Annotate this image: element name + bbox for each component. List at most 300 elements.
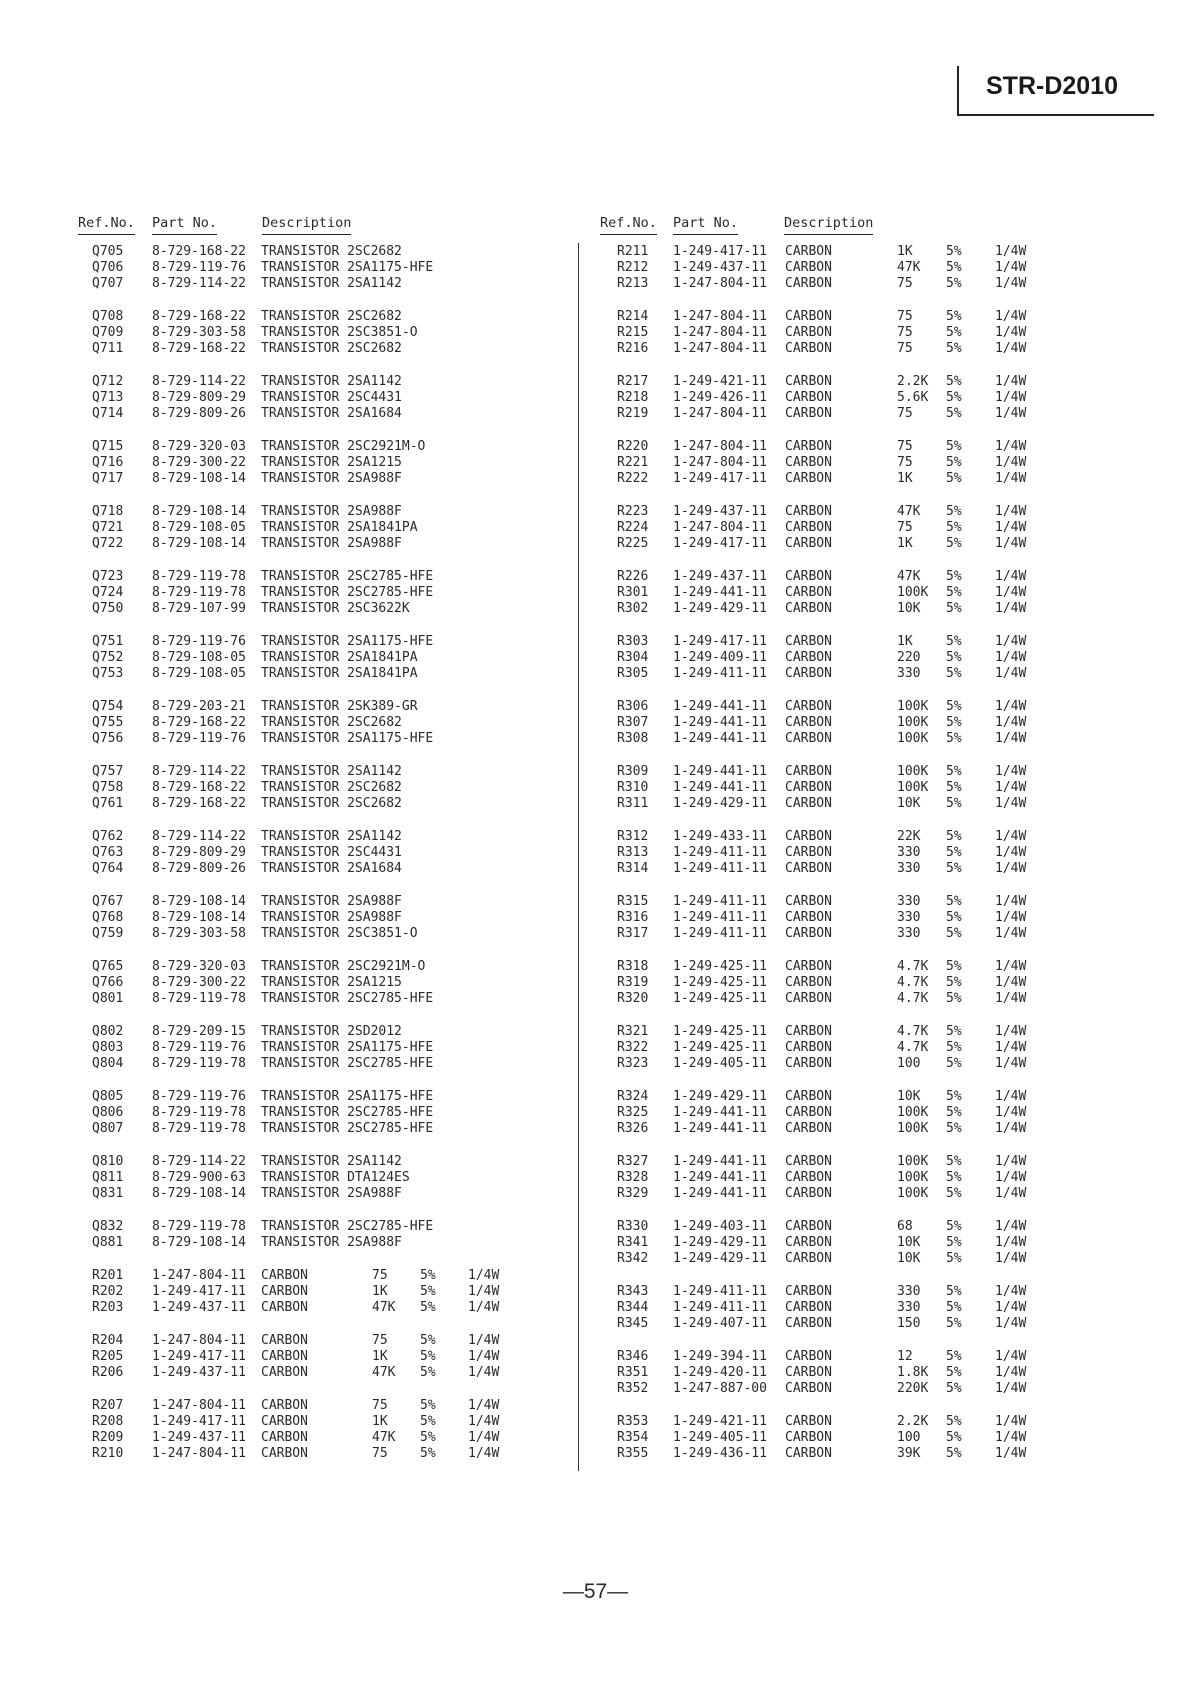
part-row — [600, 276, 1060, 292]
part-row — [600, 1024, 1060, 1040]
cell-ref: Q706 — [92, 260, 124, 275]
cell-desc: TRANSISTOR 2SA988F — [261, 504, 402, 519]
part-row — [78, 1268, 578, 1284]
cell-desc: TRANSISTOR 2SA1175-HFE — [261, 1089, 434, 1104]
cell-val: 47K — [897, 260, 921, 275]
cell-watt: 1/4W — [995, 1430, 1027, 1445]
cell-val: 75 — [897, 309, 913, 324]
header-ref-no: Ref.No. — [600, 214, 657, 235]
part-row — [600, 309, 1060, 325]
cell-part: 8-729-303-58 — [152, 926, 246, 941]
part-group — [78, 1333, 578, 1381]
cell-ref: R309 — [617, 764, 649, 779]
cell-part: 8-729-168-22 — [152, 780, 246, 795]
cell-ref: Q832 — [92, 1219, 124, 1234]
cell-ref: R345 — [617, 1316, 649, 1331]
cell-desc: CARBON — [785, 244, 832, 259]
cell-tol: 5% — [946, 991, 962, 1006]
cell-val: 330 — [897, 894, 921, 909]
cell-watt: 1/4W — [995, 926, 1027, 941]
part-row — [600, 634, 1060, 650]
cell-desc: CARBON — [785, 861, 832, 876]
cell-val: 47K — [897, 504, 921, 519]
cell-part: 1-249-441-11 — [673, 1186, 767, 1201]
cell-watt: 1/4W — [995, 845, 1027, 860]
cell-desc: TRANSISTOR 2SA1684 — [261, 861, 402, 876]
part-row — [600, 910, 1060, 926]
cell-desc: TRANSISTOR 2SA1142 — [261, 374, 402, 389]
cell-tol: 5% — [946, 1316, 962, 1331]
cell-part: 1-249-411-11 — [673, 894, 767, 909]
cell-ref: R316 — [617, 910, 649, 925]
cell-val: 75 — [897, 455, 913, 470]
cell-val: 100K — [897, 780, 929, 795]
cell-ref: R221 — [617, 455, 649, 470]
part-row — [600, 894, 1060, 910]
cell-desc: CARBON — [785, 1365, 832, 1380]
cell-val: 1K — [897, 634, 913, 649]
cell-ref: R304 — [617, 650, 649, 665]
part-row — [600, 260, 1060, 276]
part-row — [600, 504, 1060, 520]
cell-watt: 1/4W — [995, 780, 1027, 795]
cell-watt: 1/4W — [995, 585, 1027, 600]
part-row — [600, 439, 1060, 455]
cell-val: 10K — [897, 601, 921, 616]
part-row — [78, 1105, 578, 1121]
cell-ref: R328 — [617, 1170, 649, 1185]
cell-ref: Q715 — [92, 439, 124, 454]
cell-watt: 1/4W — [995, 634, 1027, 649]
part-row — [78, 1056, 578, 1072]
part-row — [78, 244, 578, 260]
cell-part: 1-249-441-11 — [673, 715, 767, 730]
cell-tol: 5% — [946, 1349, 962, 1364]
cell-part: 1-249-417-11 — [673, 634, 767, 649]
cell-desc: CARBON — [261, 1300, 308, 1315]
part-group — [600, 1024, 1060, 1072]
cell-watt: 1/4W — [995, 439, 1027, 454]
cell-desc: CARBON — [785, 764, 832, 779]
cell-val: 4.7K — [897, 959, 929, 974]
cell-val: 330 — [897, 1284, 921, 1299]
cell-part: 8-729-119-78 — [152, 991, 246, 1006]
header-ref-no: Ref.No. — [78, 214, 135, 235]
part-row — [78, 374, 578, 390]
cell-watt: 1/4W — [995, 861, 1027, 876]
cell-tol: 5% — [420, 1284, 436, 1299]
cell-tol: 5% — [420, 1349, 436, 1364]
cell-watt: 1/4W — [995, 1365, 1027, 1380]
cell-ref: Q768 — [92, 910, 124, 925]
cell-part: 8-729-108-05 — [152, 650, 246, 665]
header-part-no: Part No. — [152, 214, 217, 235]
cell-part: 1-249-437-11 — [673, 260, 767, 275]
cell-ref: R312 — [617, 829, 649, 844]
cell-part: 1-249-441-11 — [673, 731, 767, 746]
part-row — [78, 1219, 578, 1235]
part-group — [78, 959, 578, 1007]
cell-ref: Q722 — [92, 536, 124, 551]
cell-ref: R315 — [617, 894, 649, 909]
cell-ref: Q723 — [92, 569, 124, 584]
part-group — [78, 244, 578, 292]
cell-val: 100K — [897, 1170, 929, 1185]
cell-desc: TRANSISTOR 2SC2682 — [261, 715, 402, 730]
part-row — [600, 991, 1060, 1007]
cell-part: 8-729-108-14 — [152, 471, 246, 486]
cell-tol: 5% — [946, 845, 962, 860]
cell-tol: 5% — [946, 260, 962, 275]
cell-ref: Q753 — [92, 666, 124, 681]
cell-tol: 5% — [946, 601, 962, 616]
part-row — [78, 276, 578, 292]
cell-part: 1-247-804-11 — [152, 1398, 246, 1413]
cell-tol: 5% — [946, 1089, 962, 1104]
part-row — [600, 1040, 1060, 1056]
part-group — [78, 699, 578, 747]
cell-val: 22K — [897, 829, 921, 844]
cell-part: 8-729-209-15 — [152, 1024, 246, 1039]
part-row — [78, 1300, 578, 1316]
cell-desc: CARBON — [785, 991, 832, 1006]
cell-tol: 5% — [420, 1365, 436, 1380]
cell-desc: TRANSISTOR 2SC4431 — [261, 845, 402, 860]
cell-watt: 1/4W — [995, 1056, 1027, 1071]
cell-val: 39K — [897, 1446, 921, 1461]
cell-ref: Q831 — [92, 1186, 124, 1201]
part-row — [78, 390, 578, 406]
cell-desc: TRANSISTOR 2SC2682 — [261, 780, 402, 795]
cell-desc: CARBON — [785, 1300, 832, 1315]
cell-part: 8-729-119-78 — [152, 585, 246, 600]
part-row — [78, 569, 578, 585]
cell-desc: CARBON — [785, 1235, 832, 1250]
part-row — [78, 309, 578, 325]
cell-desc: CARBON — [785, 780, 832, 795]
cell-val: 75 — [372, 1446, 388, 1461]
cell-val: 100K — [897, 1105, 929, 1120]
part-row — [78, 1089, 578, 1105]
cell-part: 1-249-426-11 — [673, 390, 767, 405]
cell-part: 8-729-320-03 — [152, 439, 246, 454]
part-group — [600, 894, 1060, 942]
part-row — [600, 780, 1060, 796]
cell-desc: CARBON — [785, 796, 832, 811]
cell-part: 1-249-394-11 — [673, 1349, 767, 1364]
cell-desc: CARBON — [785, 1024, 832, 1039]
cell-desc: TRANSISTOR 2SA1841PA — [261, 520, 418, 535]
cell-ref: R223 — [617, 504, 649, 519]
cell-watt: 1/4W — [468, 1268, 500, 1283]
part-row — [600, 1430, 1060, 1446]
part-row — [600, 1414, 1060, 1430]
part-row — [600, 455, 1060, 471]
part-row — [78, 1024, 578, 1040]
cell-tol: 5% — [946, 455, 962, 470]
cell-watt: 1/4W — [995, 1251, 1027, 1266]
cell-ref: R353 — [617, 1414, 649, 1429]
cell-watt: 1/4W — [468, 1284, 500, 1299]
cell-tol: 5% — [946, 1121, 962, 1136]
cell-part: 1-247-887-00 — [673, 1381, 767, 1396]
cell-part: 1-249-441-11 — [673, 1170, 767, 1185]
part-group — [600, 1219, 1060, 1267]
cell-watt: 1/4W — [995, 1235, 1027, 1250]
cell-desc: CARBON — [785, 439, 832, 454]
cell-part: 1-247-804-11 — [673, 341, 767, 356]
cell-desc: TRANSISTOR DTA124ES — [261, 1170, 410, 1185]
cell-watt: 1/4W — [995, 829, 1027, 844]
part-group — [600, 764, 1060, 812]
part-row — [78, 341, 578, 357]
cell-part: 8-729-108-14 — [152, 1235, 246, 1250]
cell-ref: Q767 — [92, 894, 124, 909]
part-group — [78, 374, 578, 422]
part-row — [600, 975, 1060, 991]
cell-part: 1-249-441-11 — [673, 699, 767, 714]
part-row — [78, 845, 578, 861]
cell-ref: Q806 — [92, 1105, 124, 1120]
part-row — [600, 569, 1060, 585]
part-row — [600, 1284, 1060, 1300]
cell-part: 1-249-429-11 — [673, 1251, 767, 1266]
part-row — [78, 975, 578, 991]
part-row — [78, 1430, 578, 1446]
part-row — [78, 406, 578, 422]
cell-val: 4.7K — [897, 1040, 929, 1055]
cell-tol: 5% — [946, 894, 962, 909]
cell-ref: Q763 — [92, 845, 124, 860]
part-row — [600, 244, 1060, 260]
part-row — [78, 585, 578, 601]
part-row — [600, 1219, 1060, 1235]
cell-desc: CARBON — [785, 504, 832, 519]
cell-desc: CARBON — [785, 845, 832, 860]
cell-desc: CARBON — [785, 1349, 832, 1364]
cell-part: 8-729-108-14 — [152, 894, 246, 909]
cell-ref: Q756 — [92, 731, 124, 746]
cell-val: 75 — [372, 1268, 388, 1283]
cell-desc: CARBON — [785, 471, 832, 486]
part-group — [600, 1284, 1060, 1332]
part-row — [600, 1381, 1060, 1397]
part-group — [600, 439, 1060, 487]
part-row — [78, 650, 578, 666]
cell-part: 8-729-114-22 — [152, 764, 246, 779]
cell-val: 75 — [372, 1333, 388, 1348]
cell-watt: 1/4W — [995, 975, 1027, 990]
cell-val: 47K — [372, 1300, 396, 1315]
part-group — [600, 1154, 1060, 1202]
cell-ref: R310 — [617, 780, 649, 795]
part-row — [78, 959, 578, 975]
cell-part: 1-249-429-11 — [673, 1089, 767, 1104]
cell-tol: 5% — [946, 1381, 962, 1396]
cell-ref: R307 — [617, 715, 649, 730]
cell-desc: CARBON — [785, 1186, 832, 1201]
part-group — [600, 569, 1060, 617]
part-row — [78, 1398, 578, 1414]
cell-watt: 1/4W — [995, 991, 1027, 1006]
cell-tol: 5% — [946, 325, 962, 340]
part-row — [78, 1121, 578, 1137]
cell-watt: 1/4W — [995, 536, 1027, 551]
cell-desc: CARBON — [785, 601, 832, 616]
part-row — [78, 731, 578, 747]
cell-desc: TRANSISTOR 2SA1142 — [261, 764, 402, 779]
cell-desc: CARBON — [785, 309, 832, 324]
cell-tol: 5% — [946, 1414, 962, 1429]
cell-desc: CARBON — [785, 926, 832, 941]
cell-desc: TRANSISTOR 2SA1841PA — [261, 650, 418, 665]
cell-part: 8-729-108-14 — [152, 1186, 246, 1201]
cell-desc: CARBON — [785, 374, 832, 389]
cell-desc: TRANSISTOR 2SA1142 — [261, 1154, 402, 1169]
cell-ref: Q765 — [92, 959, 124, 974]
cell-val: 100K — [897, 715, 929, 730]
cell-tol: 5% — [946, 1251, 962, 1266]
part-row — [78, 829, 578, 845]
cell-val: 220 — [897, 650, 921, 665]
cell-ref: R219 — [617, 406, 649, 421]
cell-ref: R344 — [617, 1300, 649, 1315]
cell-watt: 1/4W — [995, 1284, 1027, 1299]
part-row — [78, 1040, 578, 1056]
cell-part: 8-729-119-78 — [152, 569, 246, 584]
cell-ref: R220 — [617, 439, 649, 454]
part-group — [78, 634, 578, 682]
cell-part: 8-729-119-78 — [152, 1219, 246, 1234]
cell-ref: Q802 — [92, 1024, 124, 1039]
cell-tol: 5% — [946, 471, 962, 486]
cell-val: 75 — [897, 520, 913, 535]
cell-tol: 5% — [420, 1398, 436, 1413]
cell-part: 1-249-411-11 — [673, 666, 767, 681]
cell-val: 330 — [897, 845, 921, 860]
cell-watt: 1/4W — [995, 764, 1027, 779]
cell-part: 8-729-809-26 — [152, 406, 246, 421]
part-row — [600, 764, 1060, 780]
part-group — [78, 829, 578, 877]
header-description: Description — [262, 214, 351, 235]
cell-part: 1-249-411-11 — [673, 1284, 767, 1299]
cell-tol: 5% — [946, 975, 962, 990]
cell-part: 8-729-809-26 — [152, 861, 246, 876]
cell-desc: CARBON — [785, 1121, 832, 1136]
cell-watt: 1/4W — [995, 1040, 1027, 1055]
cell-watt: 1/4W — [995, 1105, 1027, 1120]
cell-part: 1-249-417-11 — [673, 244, 767, 259]
cell-part: 1-249-441-11 — [673, 585, 767, 600]
part-row — [600, 1089, 1060, 1105]
cell-desc: CARBON — [785, 1414, 832, 1429]
part-row — [78, 666, 578, 682]
cell-desc: TRANSISTOR 2SC2785-HFE — [261, 585, 434, 600]
cell-ref: Q708 — [92, 309, 124, 324]
cell-watt: 1/4W — [995, 1024, 1027, 1039]
cell-val: 47K — [372, 1365, 396, 1380]
cell-desc: TRANSISTOR 2SA988F — [261, 894, 402, 909]
part-group — [78, 894, 578, 942]
part-group — [600, 1089, 1060, 1137]
cell-desc: CARBON — [261, 1398, 308, 1413]
cell-part: 1-249-437-11 — [673, 504, 767, 519]
cell-tol: 5% — [946, 309, 962, 324]
cell-ref: R226 — [617, 569, 649, 584]
cell-tol: 5% — [946, 585, 962, 600]
cell-desc: CARBON — [785, 1040, 832, 1055]
part-row — [78, 764, 578, 780]
cell-ref: R224 — [617, 520, 649, 535]
cell-desc: TRANSISTOR 2SC3622K — [261, 601, 410, 616]
part-group — [600, 374, 1060, 422]
cell-ref: R306 — [617, 699, 649, 714]
cell-part: 1-249-425-11 — [673, 1024, 767, 1039]
cell-desc: CARBON — [785, 1251, 832, 1266]
cell-ref: Q881 — [92, 1235, 124, 1250]
cell-ref: R325 — [617, 1105, 649, 1120]
cell-tol: 5% — [946, 439, 962, 454]
part-row — [600, 1056, 1060, 1072]
cell-desc: CARBON — [785, 390, 832, 405]
part-row — [600, 861, 1060, 877]
cell-part: 1-247-804-11 — [673, 325, 767, 340]
cell-ref: R341 — [617, 1235, 649, 1250]
cell-part: 1-249-437-11 — [152, 1430, 246, 1445]
part-row — [600, 406, 1060, 422]
cell-desc: TRANSISTOR 2SA988F — [261, 471, 402, 486]
cell-part: 8-729-107-99 — [152, 601, 246, 616]
cell-ref: Q721 — [92, 520, 124, 535]
cell-val: 12 — [897, 1349, 913, 1364]
cell-part: 1-249-417-11 — [673, 536, 767, 551]
cell-watt: 1/4W — [468, 1349, 500, 1364]
cell-ref: Q758 — [92, 780, 124, 795]
cell-part: 1-249-425-11 — [673, 959, 767, 974]
cell-tol: 5% — [946, 1300, 962, 1315]
cell-part: 1-249-409-11 — [673, 650, 767, 665]
cell-desc: TRANSISTOR 2SC2785-HFE — [261, 1056, 434, 1071]
cell-val: 1.8K — [897, 1365, 929, 1380]
cell-desc: CARBON — [785, 455, 832, 470]
cell-ref: Q717 — [92, 471, 124, 486]
cell-part: 1-249-433-11 — [673, 829, 767, 844]
cell-watt: 1/4W — [995, 666, 1027, 681]
cell-part: 8-729-168-22 — [152, 244, 246, 259]
cell-ref: R206 — [92, 1365, 124, 1380]
cell-desc: CARBON — [785, 731, 832, 746]
cell-ref: R330 — [617, 1219, 649, 1234]
cell-desc: TRANSISTOR 2SC2682 — [261, 796, 402, 811]
cell-ref: R308 — [617, 731, 649, 746]
cell-part: 8-729-119-78 — [152, 1105, 246, 1120]
column-divider — [578, 243, 579, 1471]
cell-desc: CARBON — [785, 699, 832, 714]
cell-tol: 5% — [946, 1024, 962, 1039]
cell-desc: CARBON — [785, 536, 832, 551]
cell-desc: TRANSISTOR 2SC3851-O — [261, 325, 418, 340]
cell-tol: 5% — [946, 390, 962, 405]
column-header — [600, 214, 1060, 244]
part-group — [78, 1219, 578, 1251]
cell-tol: 5% — [946, 715, 962, 730]
cell-watt: 1/4W — [995, 650, 1027, 665]
cell-ref: Q714 — [92, 406, 124, 421]
cell-part: 8-729-114-22 — [152, 829, 246, 844]
cell-watt: 1/4W — [995, 471, 1027, 486]
cell-desc: TRANSISTOR 2SC2785-HFE — [261, 1105, 434, 1120]
